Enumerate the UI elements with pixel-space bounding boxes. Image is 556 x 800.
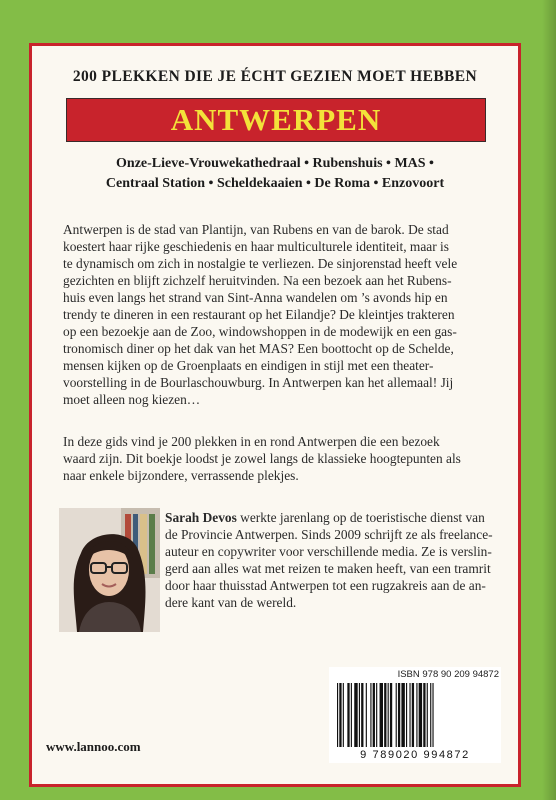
tagline: 200 PLEKKEN DIE JE ÉCHT GEZIEN MOET HEBBEN: [72, 68, 478, 85]
text-line: gerd aan alles wat met reizen te maken heeft, van een tramrit: [165, 561, 491, 576]
barcode-box: [329, 667, 501, 763]
intro-paragraph: [63, 221, 499, 408]
title-banner: [66, 98, 486, 142]
cover-edge-shadow: [542, 0, 556, 800]
text-line: Antwerpen is de stad van Plantijn, van Rubens en van de barok. De stad: [63, 222, 449, 237]
text-line: tronomisch diner op het dak van het MAS? Een boottocht op de Schelde,: [63, 341, 454, 356]
cover-frame: [29, 43, 521, 787]
text-line: auteur en copywriter voor verschillende media. Ze is verslin-: [165, 544, 492, 559]
author-name: Sarah Devos: [165, 510, 237, 525]
author-photo: [59, 508, 160, 632]
text-line: te dynamisch om zich in nostalgie te verliezen. De sinjorenstad heeft vele: [63, 256, 458, 271]
text-line: door haar thuisstad Antwerpen tot een rugzakreis aan de an-: [165, 578, 486, 593]
text-line: naar enkele bijzondere, verrassende plekjes.: [63, 468, 299, 483]
text-line: gezichten en blijft zichzelf heruitvinden. Na een bezoek aan het Rubens-: [63, 273, 452, 288]
text-line: op een bezoekje aan de Zoo, windowshoppen in de modewijk en een gas-: [63, 324, 457, 339]
sights-line: Centraal Station • Scheldekaaien • De Roma • Enzovoort: [105, 176, 445, 191]
book-title: ANTWERPEN: [170, 102, 382, 137]
text-line: trendy te dineren in een restaurant op het Eilandje? De kleintjes trakteren: [63, 307, 455, 322]
text-line: moet alleen nog kiezen…: [63, 392, 201, 407]
bio-text: werkte jarenlang op de toeristische dienst van: [236, 510, 485, 525]
sights-line: Onze-Lieve-Vrouwekathedraal • Rubenshuis • MAS •: [116, 156, 434, 171]
author-bio: [165, 509, 500, 611]
text-line: [165, 509, 500, 526]
text-line: mensen kijken op de Groenplaats en eindigen in stijl met een theater-: [63, 358, 434, 373]
barcode-number: 9 789020 994872: [360, 749, 470, 761]
guide-paragraph: [63, 433, 499, 484]
text-line: koestert haar rijke geschiedenis en haar multiculturele identiteit, maar is: [63, 239, 449, 254]
isbn-label: ISBN 978 90 209 94872: [397, 669, 499, 680]
text-line: huis even langs het strand van Sint-Anna wandelen om ’s avonds hip en: [63, 290, 448, 305]
text-line: waard zijn. Dit boekje loodst je zowel langs de klassieke hoogtepunten als: [63, 451, 461, 466]
publisher-url: www.lannoo.com: [46, 739, 141, 754]
barcode-bars: [335, 683, 495, 749]
text-line: de Provincie Antwerpen. Sinds 2009 schrijft ze als freelance-: [165, 527, 493, 542]
text-line: dere kant van de wereld.: [165, 595, 297, 610]
text-line: In deze gids vind je 200 plekken in en rond Antwerpen die een bezoek: [63, 434, 440, 449]
sights-list: [32, 154, 518, 194]
text-line: voorstelling in de Bourlaschouwburg. In Antwerpen kan het allemaal! Jij: [63, 375, 454, 390]
